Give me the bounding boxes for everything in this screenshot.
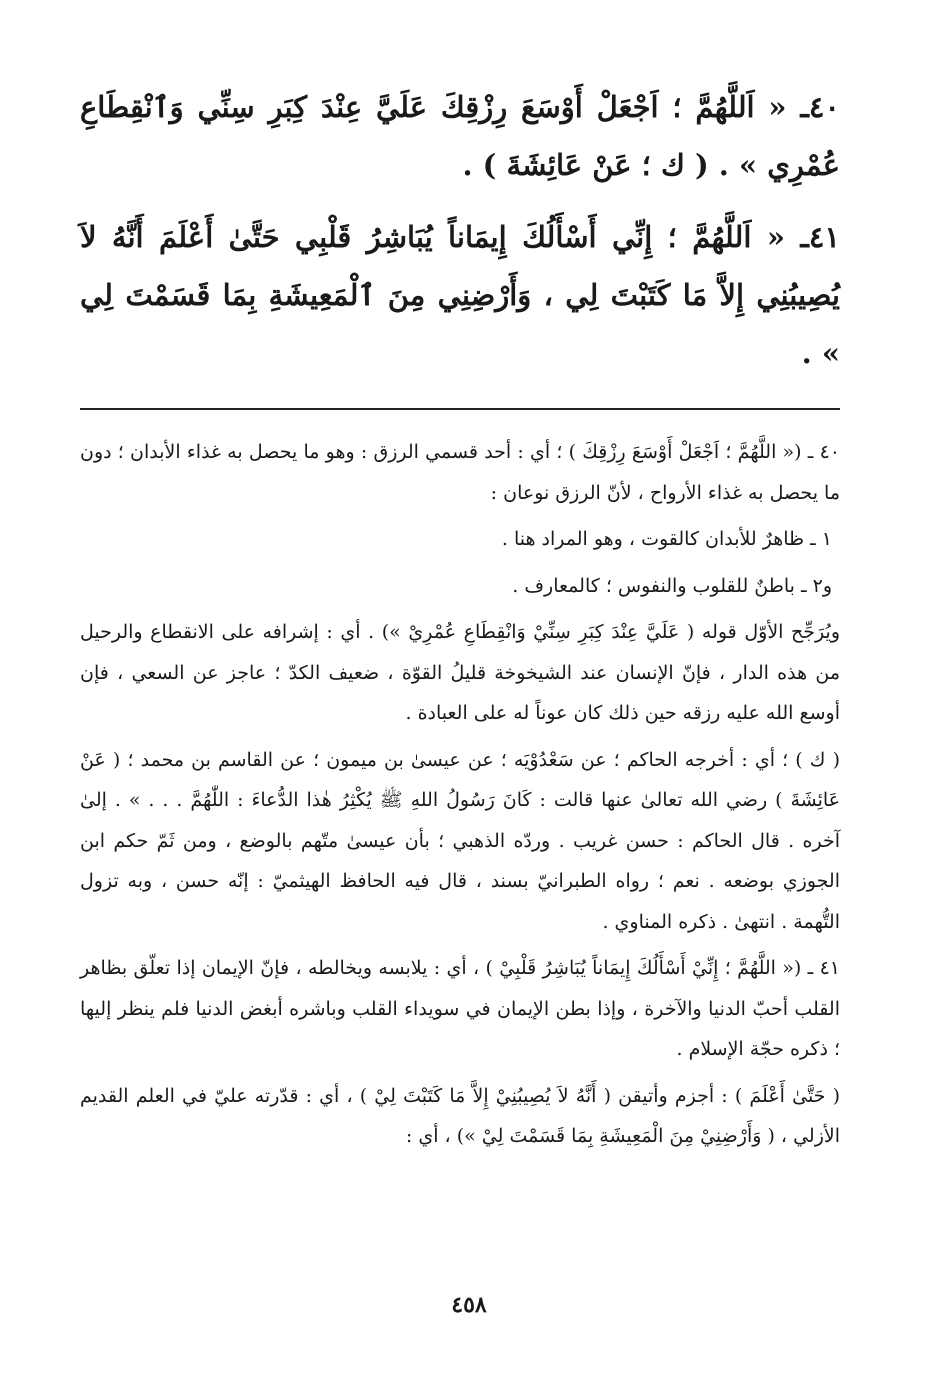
commentary-paragraph: ( حَتَّىٰ أَعْلَمَ ) : أجزم وأتيقن ( أَنَّهُ لاَ يُصِيبُنِيْ إِلاَّ مَا كَتَبْتَ لِيْ ) ، أي : قدّرته عليّ في العلم القديم الأزلي ، ( وَأَرْضِنِيْ مِنَ الْمَعِيشَةِ بِمَا قَسَمْتَ لِيْ ») ، أي : bbox=[80, 1084, 840, 1147]
page-body bbox=[80, 78, 840, 1163]
commentary-paragraph: ( ك ) ؛ أي : أخرجه الحاكم ؛ عن سَعْدُوْيَه ؛ عن عيسىٰ بن ميمون ؛ عن القاسم بن محمد ؛ ( عَنْ عَائِشَةَ ) رضي الله تعالىٰ عنها قالت : كَانَ رَسُولُ اللهِ ﷺ يُكْثِرُ هٰذا الدُّعاءَ : اللّٰهُمَّ . . . » . إلىٰ آخره . قال الحاكم : حسن غريب . وردّه الذهبي ؛ بأن عيسىٰ متّهم بالوضع ، ومن ثَمّ حكم ابن الجوزي بوضعه . نعم ؛ رواه الطبرانيّ بسند ، قال فيه الحافظ الهيثميّ : إنّه حسن ، وبه تزول التُّهمة . انتهىٰ . ذكره المناوي . bbox=[80, 748, 840, 933]
hadith-40: ٤٠ـ « اَللَّهُمَّ ؛ اَجْعَلْ أَوْسَعَ رِزْقِكَ عَلَيَّ عِنْدَ كِبَرِ سِنِّي وَٱنْقِطَاعِ عُمْرِي » . ( ك ؛ عَنْ عَائِشَةَ ) . bbox=[80, 90, 840, 182]
footnote-divider bbox=[80, 408, 840, 410]
commentary-paragraph: ويُرَجِّح الأوّل قوله ( عَلَيَّ عِنْدَ كِبَرِ سِنِّيْ وَانْقِطَاعِ عُمْرِيْ ») . أي : إشرافه على الانقطاع والرحيل من هذه الدار ، فإنّ الإنسان عند الشيخوخة قليلُ القوّة ، ضعيف الكدّ ؛ عاجز عن السعي ، فإن أوسع الله عليه رزقه حين ذلك كان عوناً له على العبادة . bbox=[80, 621, 840, 724]
commentary-paragraph: ٤٠ ـ (« اللَّهُمَّ ؛ اَجْعَلْ أَوْسَعَ رِزْقِكَ ) ؛ أي : أحد قسمي الرزق : وهو ما يحصل به غذاء الأبدان ؛ دون ما يحصل به غذاء الأرواح ، لأنّ الرزق نوعان : bbox=[80, 441, 840, 504]
commentary-section bbox=[80, 432, 840, 1157]
hadith-41: ٤١ـ « اَللَّهُمَّ ؛ إِنِّي أَسْأَلُكَ إِيمَاناً يُبَاشِرُ قَلْبِي حَتَّىٰ أَعْلَمَ أَنَّهُ لاَ يُصِيبُنِي إِلاَّ مَا كَتَبْتَ لِي ، وَأَرْضِنِي مِنَ ٱلْمَعِيشَةِ بِمَا قَسَمْتَ لِي » . bbox=[80, 220, 840, 370]
page-number: ٤٥٨ bbox=[451, 1292, 487, 1318]
commentary-paragraph: ٤١ ـ (« اللَّهُمَّ ؛ إِنِّيْ أَسْأَلُكَ إِيمَاناً يُبَاشِرُ قَلْبِيْ ) ، أي : يلابسه ويخالطه ، فإنّ الإيمان إذا تعلّق بظاهر القلب أحبّ الدنيا والآخرة ، وإذا بطن الإيمان في سويداء القلب وباشره أبغض الدنيا فلم ينظر إليها ؛ ذكره حجّة الإسلام . bbox=[80, 957, 840, 1060]
commentary-list-item: ١ ـ ظاهرٌ للأبدان كالقوت ، وهو المراد هنا . bbox=[501, 528, 832, 550]
commentary-list-item: و٢ ـ باطنٌ للقلوب والنفوس ؛ كالمعارف . bbox=[512, 574, 832, 597]
hadith-text-section bbox=[80, 78, 840, 382]
